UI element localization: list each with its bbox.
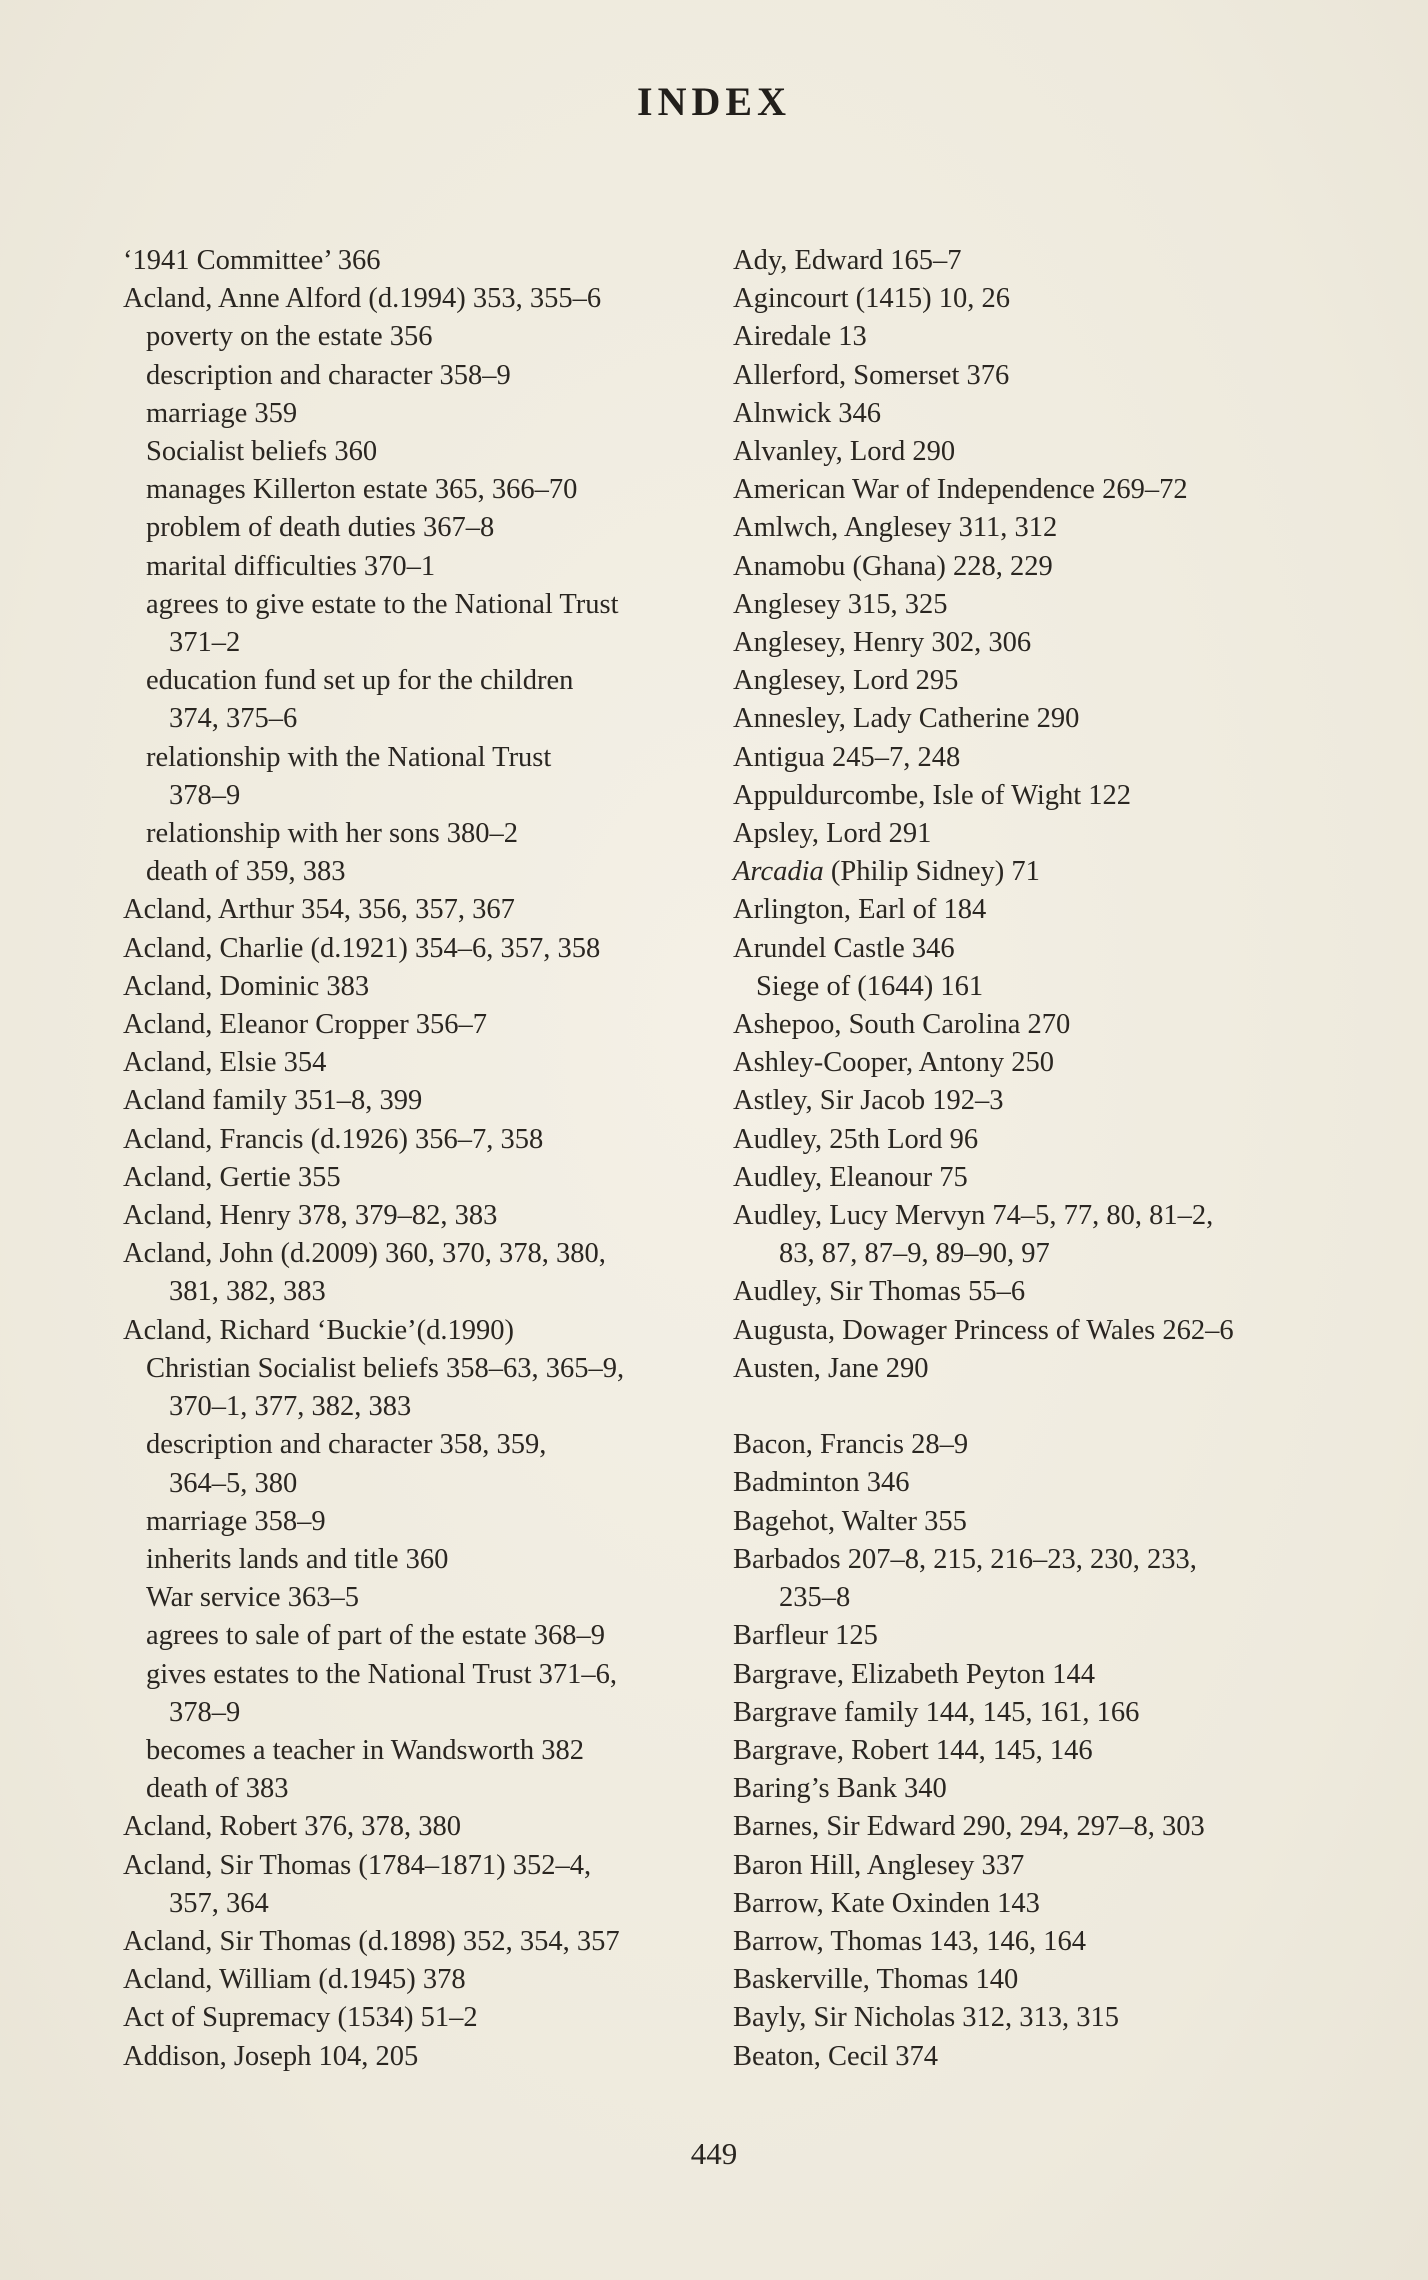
index-subentry-continued: 374, 375–6: [169, 703, 298, 735]
index-entry: Alnwick 346: [733, 397, 882, 429]
index-entry: Acland, Richard ‘Buckie’(d.1990): [123, 1314, 514, 1346]
index-column-right: [733, 242, 1333, 2076]
index-entry: Acland, Eleanor Cropper 356–7: [123, 1009, 488, 1041]
index-entry: Acland, John (d.2009) 360, 370, 378, 380,: [123, 1238, 606, 1270]
index-entry: Beaton, Cecil 374: [733, 2040, 938, 2072]
index-entry: Badminton 346: [733, 1467, 910, 1499]
index-entry: Acland, Anne Alford (d.1994) 353, 355–6: [123, 283, 602, 315]
index-subentry: marriage 359: [146, 397, 298, 429]
index-subentry: Siege of (1644) 161: [756, 970, 984, 1002]
index-entry: Acland, William (d.1945) 378: [123, 1964, 466, 1996]
index-entry: [733, 853, 1333, 891]
index-entry: Barrow, Thomas 143, 146, 164: [733, 1925, 1087, 1957]
index-entry: Austen, Jane 290: [733, 1352, 929, 1384]
index-subentry: agrees to sale of part of the estate 368–9: [146, 1620, 605, 1652]
page-number: 449: [690, 2136, 738, 2171]
index-subentry-continued: 378–9: [169, 779, 241, 811]
index-entry: Bargrave family 144, 145, 161, 166: [733, 1696, 1140, 1728]
index-subentry: description and character 358–9: [146, 359, 511, 391]
index-entry-continued: 235–8: [779, 1582, 851, 1614]
index-entry: Anglesey, Lord 295: [733, 665, 959, 697]
index-entry: Addison, Joseph 104, 205: [123, 2040, 419, 2072]
index-subentry: description and character 358, 359,: [146, 1429, 547, 1461]
index-entry: Acland, Henry 378, 379–82, 383: [123, 1200, 498, 1232]
index-entry: Barfleur 125: [733, 1620, 878, 1652]
index-subentry-continued: 364–5, 380: [169, 1467, 298, 1499]
index-entry: Bayly, Sir Nicholas 312, 313, 315: [733, 2002, 1120, 2034]
index-entry: Acland, Elsie 354: [123, 1047, 327, 1079]
index-entry: Arundel Castle 346: [733, 932, 955, 964]
index-entry: Baring’s Bank 340: [733, 1773, 947, 1805]
index-column-left: [123, 242, 723, 2076]
index-entry: Acland, Sir Thomas (1784–1871) 352–4,: [123, 1849, 592, 1881]
index-entry: Anamobu (Ghana) 228, 229: [733, 550, 1053, 582]
index-entry: Augusta, Dowager Princess of Wales 262–6: [733, 1314, 1234, 1346]
index-entry: Anglesey 315, 325: [733, 588, 948, 620]
index-entry: Acland, Charlie (d.1921) 354–6, 357, 358: [123, 932, 601, 964]
index-subentry: poverty on the estate 356: [146, 321, 433, 353]
index-entry: Barrow, Kate Oxinden 143: [733, 1887, 1040, 1919]
index-subentry: education fund set up for the children: [146, 665, 574, 697]
index-subentry: death of 359, 383: [146, 856, 346, 888]
index-entry: Acland, Sir Thomas (d.1898) 352, 354, 357: [123, 1925, 620, 1957]
index-subentry: gives estates to the National Trust 371–6,: [146, 1658, 618, 1690]
index-entry: Audley, Lucy Mervyn 74–5, 77, 80, 81–2,: [733, 1200, 1214, 1232]
index-entry: Audley, Eleanour 75: [733, 1161, 968, 1193]
index-subentry: problem of death duties 367–8: [146, 512, 495, 544]
index-entry: Ashepoo, South Carolina 270: [733, 1009, 1071, 1041]
index-entry: Baskerville, Thomas 140: [733, 1964, 1019, 1996]
index-subentry: Socialist beliefs 360: [146, 436, 378, 468]
index-entry: Agincourt (1415) 10, 26: [733, 283, 1011, 315]
index-entry: American War of Independence 269–72: [733, 474, 1188, 506]
index-entry-continued: 357, 364: [169, 1887, 269, 1919]
index-entry: Apsley, Lord 291: [733, 818, 932, 850]
index-entry-remainder: (Philip Sidney) 71: [830, 856, 1040, 888]
index-entry: Amlwch, Anglesey 311, 312: [733, 512, 1058, 544]
index-subentry-continued: 370–1, 377, 382, 383: [169, 1391, 412, 1423]
index-subentry: death of 383: [146, 1773, 289, 1805]
index-entry: Arlington, Earl of 184: [733, 894, 987, 926]
index-entry: Annesley, Lady Catherine 290: [733, 703, 1080, 735]
index-entry: Alvanley, Lord 290: [733, 436, 956, 468]
index-subentry-continued: 378–9: [169, 1696, 241, 1728]
index-subentry: Christian Socialist beliefs 358–63, 365–9,: [146, 1352, 625, 1384]
index-entry: Allerford, Somerset 376: [733, 359, 1010, 391]
page-title: INDEX: [637, 79, 791, 124]
index-subentry: War service 363–5: [146, 1582, 359, 1614]
index-entry: Acland, Robert 376, 378, 380: [123, 1811, 461, 1843]
index-entry: Acland, Arthur 354, 356, 357, 367: [123, 894, 515, 926]
index-subentry: becomes a teacher in Wandsworth 382: [146, 1734, 584, 1766]
index-entry: Bargrave, Elizabeth Peyton 144: [733, 1658, 1095, 1690]
index-entry: Act of Supremacy (1534) 51–2: [123, 2002, 478, 2034]
index-subentry-continued: 371–2: [169, 627, 241, 659]
index-entry: Audley, 25th Lord 96: [733, 1123, 979, 1155]
index-entry: Acland family 351–8, 399: [123, 1085, 423, 1117]
index-entry: ‘1941 Committee’ 366: [123, 245, 381, 276]
index-entry-continued: 83, 87, 87–9, 89–90, 97: [779, 1238, 1050, 1270]
index-entry: Baron Hill, Anglesey 337: [733, 1849, 1025, 1881]
index-entry: Acland, Dominic 383: [123, 970, 370, 1002]
index-entry: Acland, Francis (d.1926) 356–7, 358: [123, 1123, 544, 1155]
index-subentry: marriage 358–9: [146, 1505, 326, 1537]
index-entry: Barnes, Sir Edward 290, 294, 297–8, 303: [733, 1811, 1205, 1843]
index-entry: Bacon, Francis 28–9: [733, 1429, 969, 1461]
index-entry: Barbados 207–8, 215, 216–23, 230, 233,: [733, 1543, 1197, 1575]
index-entry: Acland, Gertie 355: [123, 1161, 341, 1193]
index-entry: Astley, Sir Jacob 192–3: [733, 1085, 1004, 1117]
index-entry: Appuldurcombe, Isle of Wight 122: [733, 779, 1132, 811]
index-entry: Ady, Edward 165–7: [733, 245, 962, 276]
index-subentry: marital difficulties 370–1: [146, 550, 436, 582]
index-entry: Airedale 13: [733, 321, 867, 353]
index-subentry: relationship with the National Trust: [146, 741, 552, 773]
index-entry: Anglesey, Henry 302, 306: [733, 627, 1032, 659]
index-subentry: manages Killerton estate 365, 366–70: [146, 474, 578, 506]
index-subentry: relationship with her sons 380–2: [146, 818, 519, 850]
book-title-arcadia: Arcadia: [733, 856, 824, 888]
index-entry: Bargrave, Robert 144, 145, 146: [733, 1734, 1093, 1766]
index-entry: Bagehot, Walter 355: [733, 1505, 967, 1537]
index-entry: Ashley-Cooper, Antony 250: [733, 1047, 1055, 1079]
index-entry: Antigua 245–7, 248: [733, 741, 961, 773]
index-entry: Audley, Sir Thomas 55–6: [733, 1276, 1026, 1308]
index-entry-continued: 381, 382, 383: [169, 1276, 326, 1308]
index-subentry: inherits lands and title 360: [146, 1543, 449, 1575]
index-subentry: agrees to give estate to the National Trust: [146, 588, 619, 620]
letter-section-gap: [733, 1388, 1333, 1426]
